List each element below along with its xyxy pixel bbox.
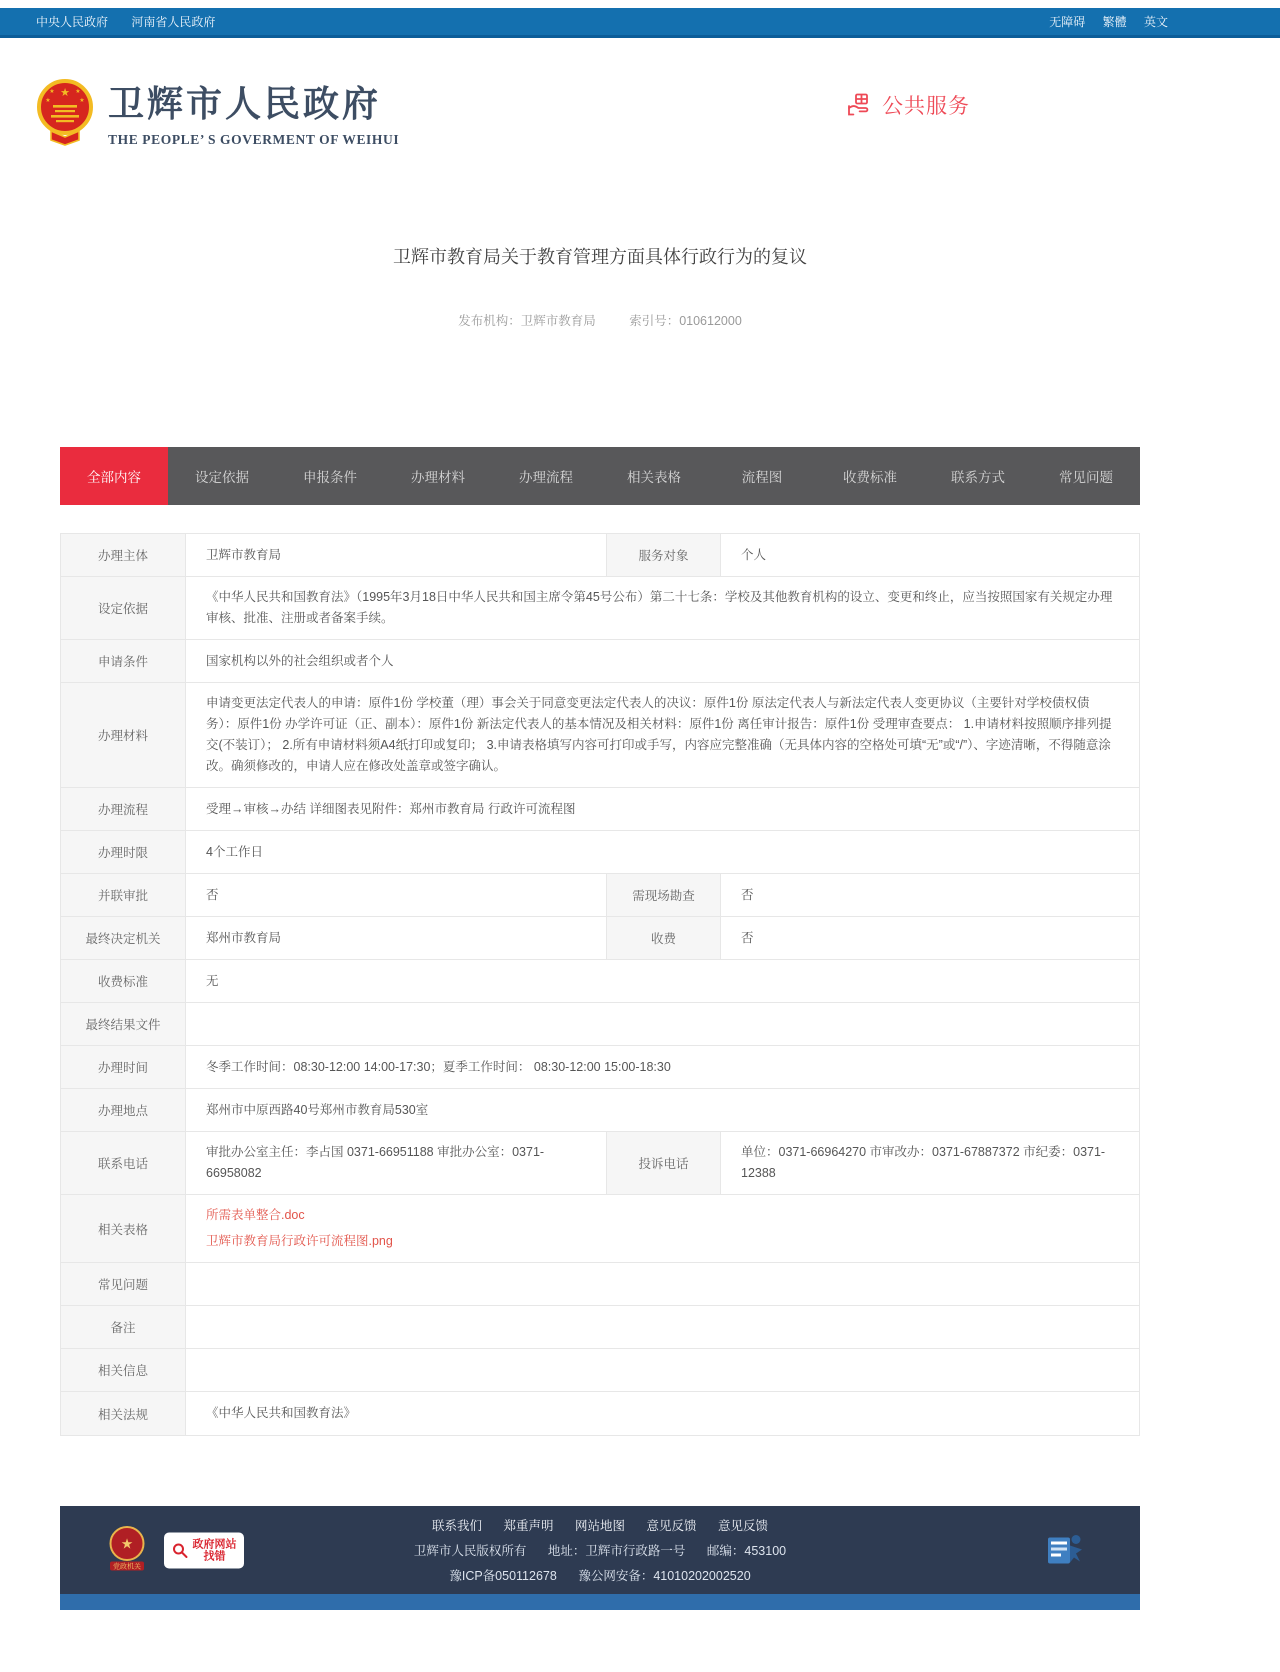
row-value: 个人 — [741, 547, 767, 562]
table-row — [61, 577, 1139, 640]
service-info-table — [60, 533, 1140, 1436]
page-title: 卫辉市教育局关于教育管理方面具体行政行为的复议 — [393, 247, 807, 267]
public-service-link[interactable] — [847, 90, 970, 120]
row-label: 并联审批 — [61, 874, 186, 916]
row-label: 备注 — [61, 1306, 186, 1348]
footer-link-statement[interactable]: 郑重声明 — [503, 1519, 554, 1533]
row-value — [186, 1263, 1139, 1305]
site-subtitle: THE PEOPLE’ S GOVERMENT OF WEIHUI — [108, 131, 400, 147]
tab-flowchart[interactable]: 流程图 — [741, 470, 783, 485]
row-value: 国家机构以外的社会组织或者个人 — [206, 653, 394, 668]
link-accessibility[interactable]: 无障碍 — [1049, 15, 1086, 29]
site-identification-icon — [1046, 1532, 1086, 1566]
table-row — [61, 788, 1139, 831]
finderror-line2: 找错 — [203, 1550, 226, 1562]
row-label: 相关信息 — [61, 1349, 186, 1391]
row-label: 办理时间 — [61, 1046, 186, 1088]
tab-fee-standard[interactable]: 收费标准 — [843, 470, 897, 485]
row-label: 办理流程 — [61, 788, 186, 830]
site-identification-badge[interactable] — [1046, 1532, 1086, 1569]
row-value: 冬季工作时间：08:30-12:00 14:00-17:30；夏季工作时间： 08:30-12:00 15:00-18:30 — [206, 1059, 671, 1074]
table-row — [61, 534, 1139, 577]
link-traditional-chinese[interactable]: 繁體 — [1102, 15, 1127, 29]
table-row — [61, 960, 1139, 1003]
row-label: 投诉电话 — [606, 1132, 721, 1194]
row-label: 最终结果文件 — [61, 1003, 186, 1045]
table-row — [61, 1263, 1139, 1306]
row-value: 否 — [206, 887, 219, 902]
footer-icp-line — [440, 1566, 759, 1584]
postcode-text: 邮编：453100 — [706, 1544, 787, 1558]
svg-text:★: ★ — [45, 97, 51, 104]
row-label: 办理时限 — [61, 831, 186, 873]
icp-text: 豫ICP备050112678 — [449, 1569, 557, 1583]
tab-process[interactable]: 办理流程 — [519, 470, 573, 485]
svg-text:★: ★ — [60, 86, 70, 99]
row-label: 联系电话 — [61, 1132, 186, 1194]
row-label: 办理主体 — [61, 534, 186, 576]
row-label: 办理材料 — [61, 683, 186, 787]
row-value: 单位：0371-66964270 市审改办：0371-67887372 市纪委：0371-12388 — [741, 1145, 1106, 1180]
topbar — [0, 8, 1280, 38]
svg-text:★: ★ — [79, 97, 85, 104]
national-emblem-icon — [36, 78, 94, 146]
attachment-link-png[interactable]: 卫辉市教育局行政许可流程图.png — [206, 1234, 393, 1248]
copyright-text: 卫辉市人民版权所有 — [413, 1544, 527, 1558]
footer-copyright-line — [405, 1541, 795, 1559]
row-label: 服务对象 — [606, 534, 721, 576]
bottom-strip — [60, 1594, 1140, 1610]
row-value — [186, 1306, 1139, 1348]
table-row — [61, 1306, 1139, 1349]
tab-setting-basis[interactable]: 设定依据 — [195, 470, 249, 485]
gov-site-finderror-badge[interactable] — [164, 1532, 244, 1568]
tab-application-conditions[interactable]: 申报条件 — [303, 470, 357, 485]
row-value: 4个工作日 — [206, 844, 263, 859]
finderror-line1: 政府网站 — [192, 1538, 237, 1550]
address-text: 地址：卫辉市行政路一号 — [547, 1544, 686, 1558]
svg-text:党政机关: 党政机关 — [113, 1563, 141, 1571]
row-value: 否 — [741, 930, 754, 945]
footer-link-feedback[interactable]: 意见反馈 — [646, 1519, 697, 1533]
site-logo[interactable] — [36, 76, 399, 148]
row-value — [186, 1349, 1139, 1391]
svg-text:★: ★ — [75, 88, 81, 95]
row-label: 收费标准 — [61, 960, 186, 1002]
hand-service-icon — [847, 93, 875, 117]
top-gap — [0, 0, 1280, 8]
row-value: 郑州市教育局 — [206, 930, 282, 945]
tab-faq[interactable]: 常见问题 — [1059, 470, 1113, 485]
index-number-text: 索引号：010612000 — [629, 314, 742, 328]
row-value — [186, 1195, 1139, 1262]
tab-all-content[interactable]: 全部内容 — [60, 447, 168, 505]
row-value: 否 — [741, 887, 754, 902]
party-gov-badge-icon — [106, 1525, 148, 1573]
tab-bar — [60, 447, 1140, 505]
link-henan-government[interactable]: 河南省人民政府 — [131, 15, 216, 29]
public-service-label: 公共服务 — [882, 94, 970, 118]
table-row — [61, 1349, 1139, 1392]
row-label: 相关表格 — [61, 1195, 186, 1262]
table-row — [61, 874, 1139, 917]
table-row — [61, 1046, 1139, 1089]
row-value: 《中华人民共和国教育法》（1995年3月18日中华人民共和国主席令第45号公布）第二十七条：学校及其他教育机构的设立、变更和终止，应当按照国家有关规定办理审核、批准、注册或者备案手续。 — [206, 590, 1113, 625]
tab-materials[interactable]: 办理材料 — [411, 470, 465, 485]
row-value: 审批办公室主任：李占国 0371-66951188 审批办公室：0371-66958082 — [206, 1145, 545, 1180]
row-label: 相关法规 — [61, 1392, 186, 1435]
table-row — [61, 1089, 1139, 1132]
footer-link-contact[interactable]: 联系我们 — [431, 1519, 482, 1533]
table-row — [61, 1132, 1139, 1195]
row-label: 申请条件 — [61, 640, 186, 682]
tab-contact[interactable]: 联系方式 — [951, 470, 1005, 485]
row-value — [186, 1003, 1139, 1045]
party-gov-badge[interactable] — [106, 1525, 148, 1576]
row-value: 《中华人民共和国教育法》 — [206, 1406, 357, 1420]
row-label: 收费 — [606, 917, 721, 959]
publisher-text: 发布机构：卫辉市教育局 — [458, 314, 596, 328]
article-meta — [60, 311, 1140, 329]
row-label: 办理地点 — [61, 1089, 186, 1131]
footer-link-feedback-2[interactable]: 意见反馈 — [717, 1519, 768, 1533]
row-value: 受理→审核→办结 详细图表见附件：郑州市教育局 行政许可流程图 — [206, 801, 576, 816]
table-row — [61, 917, 1139, 960]
footer-links — [423, 1516, 777, 1534]
row-label: 设定依据 — [61, 577, 186, 639]
security-record-text: 豫公网安备：41010202002520 — [578, 1569, 751, 1583]
table-row — [61, 1392, 1139, 1435]
link-central-government[interactable]: 中央人民政府 — [36, 15, 109, 29]
footer-link-sitemap[interactable]: 网站地图 — [574, 1519, 625, 1533]
tab-related-forms[interactable]: 相关表格 — [627, 470, 681, 485]
row-label: 常见问题 — [61, 1263, 186, 1305]
footer — [60, 1506, 1140, 1594]
row-value: 卫辉市教育局 — [206, 547, 282, 562]
table-row — [61, 683, 1139, 788]
row-label: 需现场勘查 — [606, 874, 721, 916]
table-row — [61, 831, 1139, 874]
table-row — [61, 1003, 1139, 1046]
site-title: 卫辉市人民政府 — [108, 83, 382, 124]
article-head — [60, 243, 1140, 329]
row-value: 申请变更法定代表人的申请：原件1份 学校董（理）事会关于同意变更法定代表人的决议：原件1份 原法定代表人与新法定代表人变更协议（主要针对学校债权债务）：原件1份 办学许可证（正、副本）：原件1份 新法定代表人的基本情况及相关材料：原件1份 离任审计报告：原件1份 受理审查要点： 1.申请材料按照顺序排列提交(不装订）； 2.所有申请材料须A4纸打印或复印； 3.申请表格填写内容可打印或手写，内容应完整准确（无具体内容的空格处可填“无”或“/”）、字迹清晰，不得随意涂改。确须修改的，申请人应在修改处盖章或签字确认。 — [206, 696, 1112, 773]
row-value: 无 — [206, 973, 219, 988]
svg-text:★: ★ — [49, 88, 55, 95]
site-header — [0, 38, 1280, 185]
table-row — [61, 640, 1139, 683]
row-label: 最终决定机关 — [61, 917, 186, 959]
link-english[interactable]: 英文 — [1143, 15, 1168, 29]
table-row — [61, 1195, 1139, 1263]
attachment-link-doc[interactable]: 所需表单整合.doc — [206, 1208, 305, 1222]
row-value: 郑州市中原西路40号郑州市教育局530室 — [206, 1102, 429, 1117]
magnifier-icon — [172, 1542, 188, 1558]
svg-text:★: ★ — [120, 1535, 134, 1552]
